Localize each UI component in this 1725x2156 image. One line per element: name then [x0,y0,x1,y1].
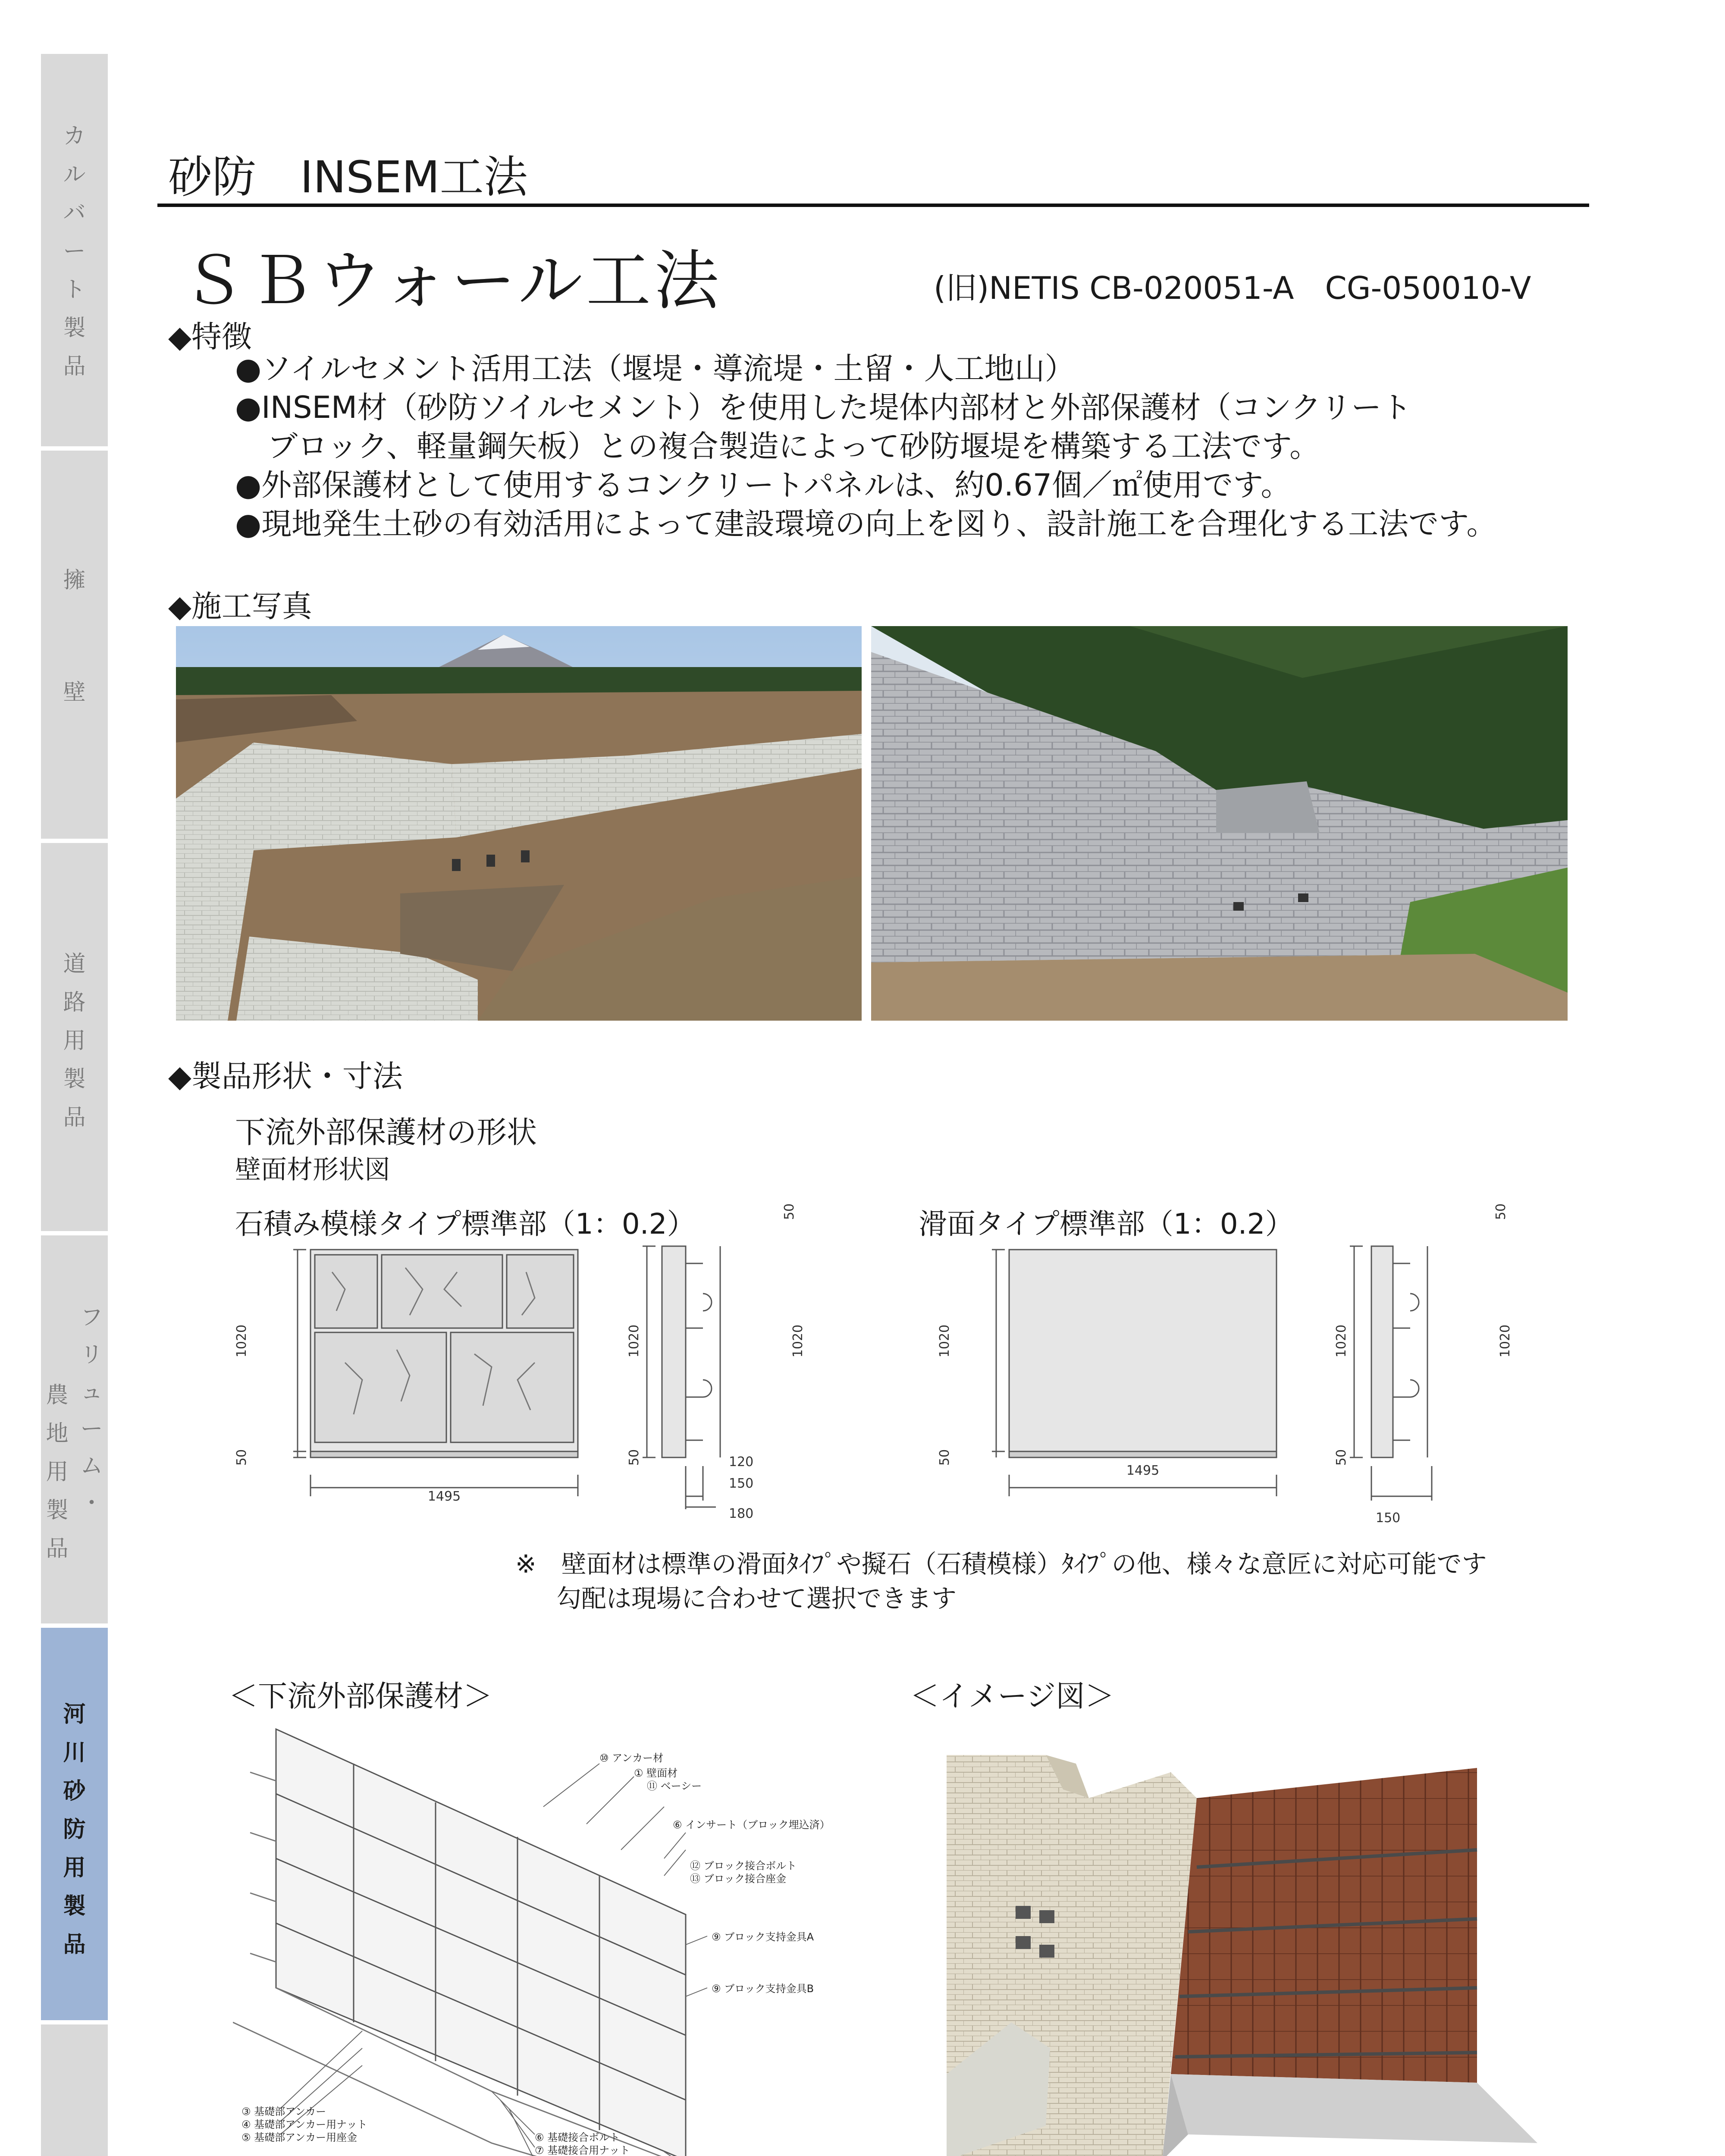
label-anchor: ⑩ アンカー材 [599,1752,664,1764]
side-tab-char-river: 河 [63,1702,86,1727]
side-tab-char-culvert: カ [63,123,86,149]
side-tab-char-retaining: 擁 [63,567,86,593]
side-tab-char-flume_a: フ [80,1305,103,1331]
page-title: ＳＢウォール工法 [181,244,723,319]
dim-120: 120 [729,1454,754,1470]
exploded-assembly-drawing [233,1720,888,2156]
side-tab-char-river: 川 [63,1740,86,1766]
label-anchor-washer: ⑤ 基礎部アンカー用座金 [242,2131,358,2143]
side-tab-char-flume_a: リ [80,1342,103,1368]
smooth-type-caption: 滑面タイプ標準部（1：0.2） [919,1207,1294,1241]
label-joint-nut: ⑦ 基礎接合用ナット [535,2144,630,2156]
feature-item-4: ●現地発生土砂の有効活用によって建設環境の向上を図り、設計施工を合理化する工法です。 [235,506,1497,542]
label-joint-bolt: ⑥ 基礎接合ボルト [535,2131,620,2143]
feature-item-3: ●外部保護材として使用するコンクリートパネルは、約0.67個／㎡使用です。 [235,467,1291,503]
dim-height-right-stone: 1020 [790,1324,806,1358]
feature-item-1: ●ソイルセメント活用工法（堰堤・導流堤・土留・人工地山） [235,351,1075,386]
side-tab-char-road: 道 [63,951,86,977]
exploded-caption: ＜下流外部保護材＞ [229,1680,493,1714]
side-tab-char-flume_a: ー [80,1416,103,1442]
dim-height-smooth: 1020 [937,1324,952,1358]
label-insert: ⑥ インサート（ブロック埋込済） [673,1819,830,1831]
label-block-washer: ⑬ ブロック接合座金 [690,1873,787,1885]
photos-heading: ◆施工写真 [168,589,312,624]
features-heading: ◆特徴 [168,319,252,354]
dim-150-smooth: 150 [1376,1510,1401,1526]
dim-height-stone: 1020 [234,1324,249,1358]
side-tab-char-river: 製 [63,1893,86,1919]
side-tab-char-road: 用 [63,1028,86,1054]
netis-number: (旧)NETIS CB-020051-A CG-050010-V [934,270,1531,306]
image-caption: ＜イメージ図＞ [910,1680,1114,1714]
side-tab-char-river: 砂 [63,1778,86,1804]
dim-150: 150 [729,1476,754,1491]
side-tab-char-flume_b: 製 [46,1498,69,1523]
side-tab-char-culvert: 製 [63,315,86,341]
label-anchor-nut: ④ 基礎部アンカー用ナット [242,2118,367,2131]
dim-height-side-smooth: 1020 [1334,1324,1349,1358]
side-tab-char-flume_a: ム [80,1453,103,1479]
side-tab-char-road: 品 [63,1105,86,1131]
construction-photo-1 [176,626,862,1021]
dim-50-smooth: 50 [937,1449,952,1466]
label-support-b: ⑨ ブロック支持金具B [712,1983,814,1995]
dim-width-stone: 1495 [427,1489,461,1504]
dim-50-top-smooth: 50 [1493,1203,1509,1220]
product-subsubheading: 壁面材形状図 [235,1155,390,1185]
side-tab-char-culvert: ル [63,162,86,188]
side-tab-other[interactable] [41,2024,108,2156]
feature-item-2: ●INSEM材（砂防ソイルセメント）を使用した堤体内部材と外部保護材（コンクリート [235,390,1412,425]
label-support-a: ⑨ ブロック支持金具A [712,1931,814,1943]
product-subheading: 下流外部保護材の形状 [235,1115,537,1150]
side-tab-char-river: 用 [63,1855,86,1881]
image-illustration [947,1746,1581,2156]
dim-180: 180 [729,1506,754,1521]
category-heading: 砂防 INSEM工法 [168,152,528,203]
side-tab-char-flume_b: 農 [46,1382,69,1408]
product-heading: ◆製品形状・寸法 [168,1059,403,1094]
side-tab-char-river: 防 [63,1817,86,1843]
label-foundation-anchor: ③ 基礎部アンカー [242,2106,326,2118]
side-tab-char-culvert: ト [63,277,86,303]
label-base: ⑪ ベーシー [647,1780,702,1792]
feature-item-2-cont: ブロック、軽量鋼矢板）との複合製造によって砂防堰堤を構築する工法です。 [267,429,1320,464]
side-tab-char-road: 路 [63,990,86,1015]
note-line-2: 勾配は現場に合わせて選択できます [556,1584,957,1613]
side-tab-retaining[interactable] [41,451,108,839]
side-tab-char-road: 製 [63,1066,86,1092]
dim-50-side-stone: 50 [627,1449,642,1466]
dim-width-smooth: 1495 [1126,1463,1160,1478]
side-tab-char-culvert: 品 [63,354,86,379]
wall-panel-drawings [233,1199,1613,1526]
dim-50-side-smooth: 50 [1334,1449,1349,1466]
dim-50-top-stone: 50 [782,1203,797,1220]
note-line-1: ※ 壁面材は標準の滑面ﾀｲﾌﾟや擬石（石積模様）ﾀｲﾌﾟの他、様々な意匠に対応可能です [515,1549,1487,1579]
dim-50-stone: 50 [234,1449,249,1466]
side-tab-char-flume_b: 品 [46,1536,69,1562]
construction-photo-2 [871,626,1568,1021]
side-tab-char-river: 品 [63,1932,86,1958]
side-tab-char-culvert: ー [63,238,86,264]
side-tab-char-flume_b: 地 [46,1421,69,1447]
dim-height-right-smooth: 1020 [1498,1324,1513,1358]
label-block-bolt: ⑫ ブロック接合ボルト [690,1860,797,1872]
side-tab-char-culvert: バ [63,200,86,226]
side-tab-char-flume_a: ・ [80,1490,103,1516]
stone-type-caption: 石積み模様タイプ標準部（1：0.2） [235,1207,696,1241]
header-rule [157,204,1589,207]
side-tab-char-flume_b: 用 [46,1459,69,1485]
side-tab-char-retaining: 壁 [63,680,86,705]
dim-height-side-stone: 1020 [627,1324,642,1358]
side-tab-char-flume_a: ュ [80,1379,103,1405]
label-wall: ① 壁面材 [634,1767,678,1779]
